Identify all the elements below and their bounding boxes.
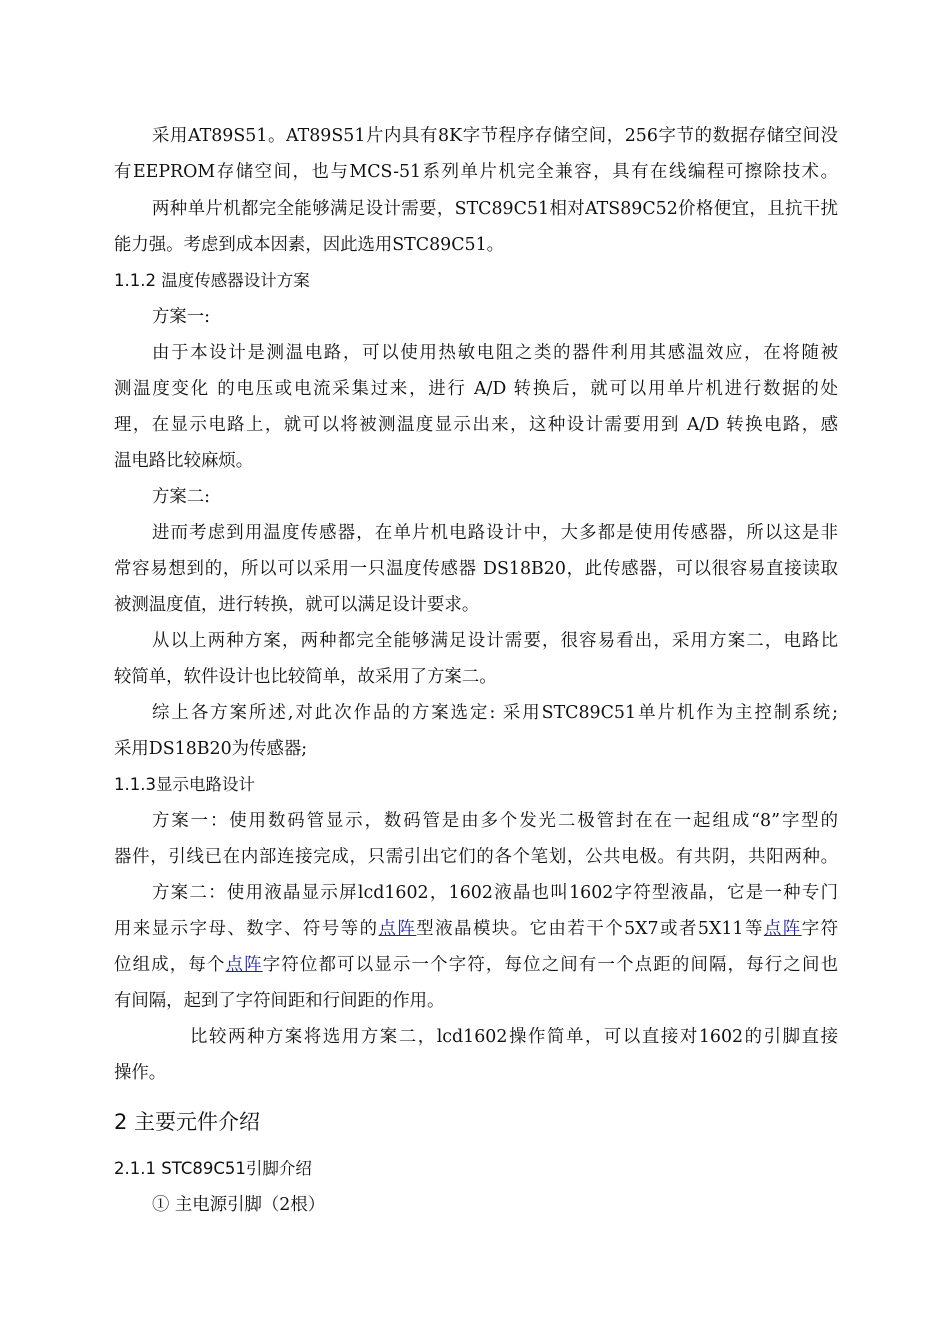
dot-matrix-link-2[interactable]: 点阵 [763,919,802,939]
dot-matrix-link-1[interactable]: 点阵 [378,919,417,939]
display-plan2-line-2-part-c: 字符 [801,919,838,939]
mcu-paragraph-line-2: 有EEPROM存储空间，也与MCS-51系列单片机完全兼容，具有在线编程可擦除技术。 [114,162,838,182]
display-plan2-line-4: 有间隔，起到了字符间距和行间距的作用。 [114,991,445,1011]
chapter-2-heading: 2 主要元件介绍 [114,1110,261,1134]
mcu-choice-line-1: 两种单片机都完全能够满足设计需要，STC89C51相对ATS89C52价格便宜，且抗干扰 [152,199,838,219]
temp-conclusion-line-1: 从以上两种方案，两种都完全能够满足设计需要，很容易看出，采用方案二，电路比 [152,631,838,651]
temp-plan2-line-2: 常容易想到的，所以可以采用一只温度传感器 DS18B20，此传感器，可以很容易直接读取 [114,559,838,579]
power-pin-item: ① 主电源引脚（2根） [152,1195,326,1215]
temp-plan2-line-1: 进而考虑到用温度传感器，在单片机电路设计中，大多都是使用传感器，所以这是非 [152,523,838,543]
display-plan2-line-3 [114,953,838,977]
summary-line-2: 采用DS18B20为传感器; [114,739,308,759]
temp-plan1-line-4: 温电路比较麻烦。 [114,451,254,471]
display-compare-line-1: 比较两种方案将选用方案二，lcd1602操作简单，可以直接对1602的引脚直接 [190,1027,838,1047]
display-plan2-line-3-part-b: 字符位都可以显示一个字符，每位之间有一个点距的间隔，每行之间也 [262,955,838,975]
display-plan2-line-3-part-a: 位组成，每个 [114,955,226,975]
display-plan1-line-1: 方案一：使用数码管显示，数码管是由多个发光二极管封在在一起组成“8”字型的 [152,811,838,831]
display-plan2-line-2-part-b: 型液晶模块。它由若干个5X7或者5X11等 [416,919,764,939]
temp-plan1-line-2: 测温度变化 的电压或电流采集过来，进行 A/D 转换后，就可以用单片机进行数据的处 [114,379,838,399]
display-plan2-line-2-part-a: 用来显示字母、数字、符号等的 [114,919,379,939]
temp-plan1-label: 方案一: [152,307,211,327]
section-1-1-3-heading: 1.1.3显示电路设计 [114,775,255,794]
summary-line-1: 综上各方案所述,对此次作品的方案选定: 采用STC89C51单片机作为主控制系统; [152,703,838,723]
temp-plan2-line-3: 被测温度值，进行转换，就可以满足设计要求。 [114,595,480,615]
temp-plan1-line-3: 理，在显示电路上，就可以将被测温度显示出来，这种设计需要用到 A/D 转换电路，感 [114,415,838,435]
temp-plan1-line-1: 由于本设计是测温电路，可以使用热敏电阻之类的器件利用其感温效应，在将随被 [152,343,838,363]
display-plan2-line-1: 方案二：使用液晶显示屏lcd1602，1602液晶也叫1602字符型液晶，它是一种专门 [152,883,838,903]
display-plan2-line-2 [114,917,838,941]
display-compare-line-2: 操作。 [114,1063,167,1083]
section-1-1-2-heading: 1.1.2 温度传感器设计方案 [114,271,310,290]
temp-plan2-label: 方案二: [152,487,211,507]
section-2-1-1-heading: 2.1.1 STC89C51引脚介绍 [114,1159,312,1178]
dot-matrix-link-3[interactable]: 点阵 [225,955,263,975]
temp-conclusion-line-2: 较简单，软件设计也比较简单，故采用了方案二。 [114,667,497,687]
display-plan1-line-2: 器件，引线已在内部连接完成，只需引出它们的各个笔划，公共电极。有共阴，共阳两种。 [114,847,838,867]
mcu-paragraph-line-1: 采用AT89S51。AT89S51片内具有8K字节程序存储空间，256字节的数据存储空间没 [152,126,838,146]
mcu-choice-line-2: 能力强。考虑到成本因素，因此选用STC89C51。 [114,235,505,255]
